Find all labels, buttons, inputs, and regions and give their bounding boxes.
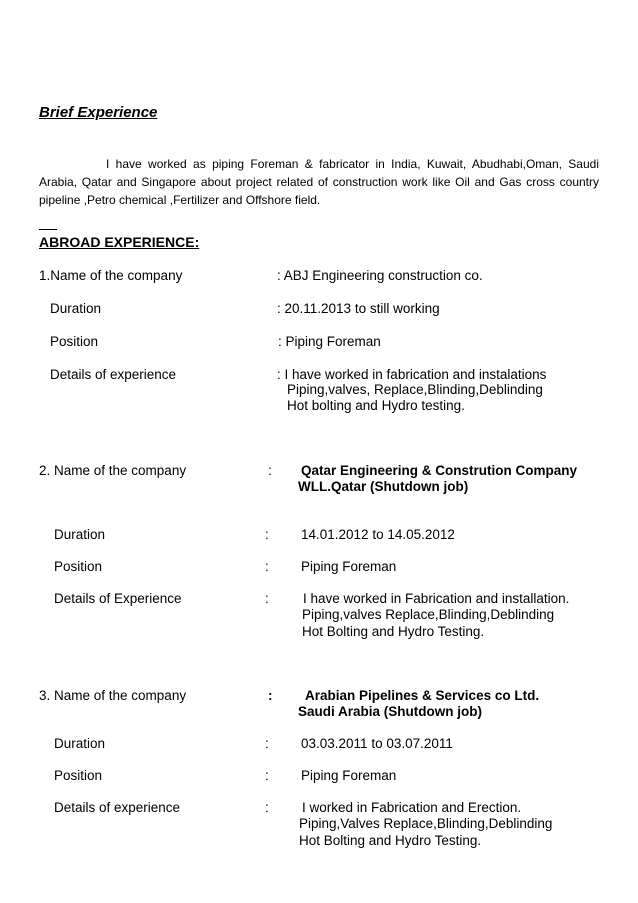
duration-colon: : <box>265 527 269 542</box>
duration-value: : 20.11.2013 to still working <box>277 301 440 316</box>
company-value-line1: Arabian Pipelines & Services co Ltd. <box>305 688 540 703</box>
company-value-line2: Saudi Arabia (Shutdown job) <box>298 704 482 719</box>
duration-value: 14.01.2012 to 14.05.2012 <box>301 527 455 542</box>
divider <box>39 229 57 230</box>
details-value-line3: Hot bolting and Hydro testing. <box>287 398 465 413</box>
company-label: 2. Name of the company <box>39 463 187 478</box>
details-value-line2: Piping,Valves Replace,Blinding,Deblinding <box>299 816 553 831</box>
details-value-line3: Hot Bolting and Hydro Testing. <box>302 624 485 639</box>
position-colon: : <box>265 559 269 574</box>
position-label: Position <box>50 334 99 349</box>
brief-experience-heading: Brief Experience <box>39 104 158 121</box>
details-label: Details of experience <box>50 367 177 382</box>
details-value-line2: Piping,valves, Replace,Blinding,Deblinding <box>287 382 543 397</box>
position-label: Position <box>54 559 103 574</box>
company-colon: : <box>268 688 273 703</box>
company-colon: : <box>268 463 272 478</box>
company-value: : ABJ Engineering construction co. <box>277 268 483 283</box>
company-label: 3. Name of the company <box>39 688 187 703</box>
duration-colon: : <box>265 736 269 751</box>
duration-label: Duration <box>54 527 106 542</box>
details-value-line2: Piping,valves Replace,Blinding,Deblinding <box>302 607 555 622</box>
details-label: Details of Experience <box>54 591 182 606</box>
details-colon: : <box>265 800 269 815</box>
details-value-line1: : I have worked in fabrication and instalations <box>277 367 547 382</box>
details-colon: : <box>265 591 269 606</box>
details-value-line1: I have worked in Fabrication and installation. <box>303 591 570 606</box>
position-value: Piping Foreman <box>301 768 397 783</box>
position-value: Piping Foreman <box>301 559 397 574</box>
details-value-line3: Hot Bolting and Hydro Testing. <box>299 833 482 848</box>
details-value-line1: I worked in Fabrication and Erection. <box>302 800 522 815</box>
duration-value: 03.03.2011 to 03.07.2011 <box>301 736 453 751</box>
position-value: : Piping Foreman <box>278 334 381 349</box>
company-value-line2: WLL.Qatar (Shutdown job) <box>298 479 469 494</box>
position-label: Position <box>54 768 103 783</box>
brief-experience-paragraph: I have worked as piping Foreman & fabricator in India, Kuwait, Abudhabi,Oman, Saudi Arabia, Qatar and Singapore about project related of construction work like Oil and Gas cross country pipeline ,Petro chemical ,Fertilizer and Offshore field. <box>39 157 599 207</box>
abroad-experience-heading: ABROAD EXPERIENCE: <box>39 234 200 250</box>
details-label: Details of experience <box>54 800 181 815</box>
company-label: 1.Name of the company <box>39 268 183 283</box>
duration-label: Duration <box>54 736 106 751</box>
position-colon: : <box>265 768 269 783</box>
duration-label: Duration <box>50 301 102 316</box>
company-value-line1: Qatar Engineering & Constrution Company <box>301 463 578 478</box>
